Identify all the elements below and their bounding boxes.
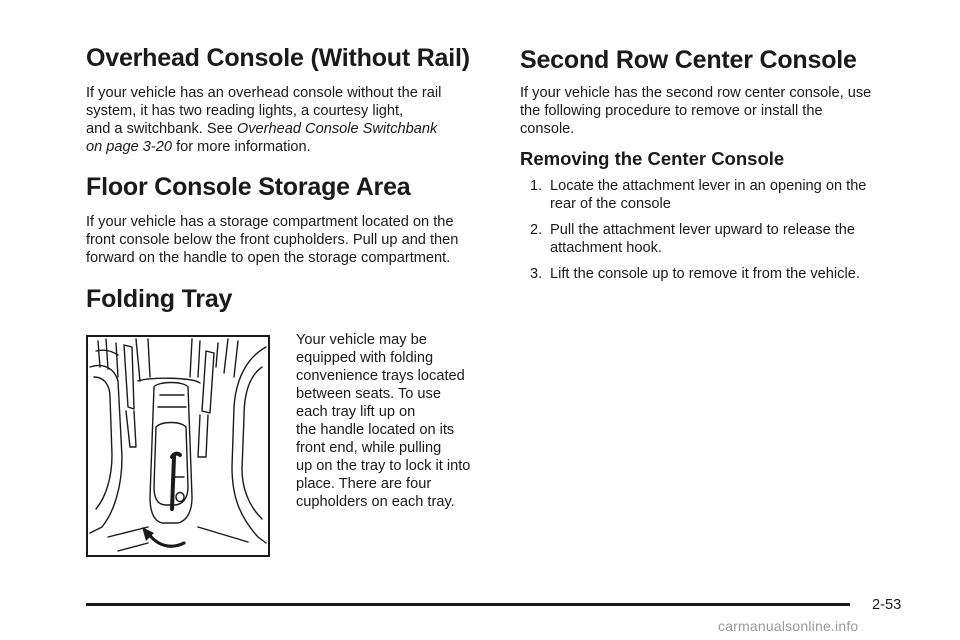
overhead-ref-page[interactable]: on page 3-20 [86,139,173,155]
list-item [520,177,920,213]
tray-line-4: between seats. To use [296,386,441,402]
heading-removing-center-console: Removing the Center Console [520,148,785,169]
heading-floor-console: Floor Console Storage Area [86,173,411,201]
second-row-line-3: console. [520,121,575,137]
tray-line-10: cupholders on each tray. [296,494,455,510]
step-number: 2. [530,222,543,238]
overhead-console-text [86,84,441,156]
step-text-line: Pull the attachment lever upward to release the [550,222,856,238]
step-text-line: rear of the console [550,196,671,212]
watermark: carmanualsonline.info [718,618,859,634]
second-row-line-2: the following procedure to remove or install the [520,103,823,119]
step-number: 1. [530,178,543,194]
step-text-line: Locate the attachment lever in an opening on the [550,178,867,194]
step-text-line: attachment hook. [550,240,662,256]
overhead-ref-suffix: for more information. [172,139,311,155]
step-number: 3. [530,266,543,282]
heading-folding-tray: Folding Tray [86,285,233,313]
floor-console-text [86,213,458,267]
overhead-ref-link[interactable]: Overhead Console Switchbank [236,121,438,137]
floor-line-3: forward on the handle to open the storage compartment. [86,250,451,266]
list-item [520,265,920,283]
folding-tray-text [296,331,501,511]
tray-line-8: up on the tray to lock it into [296,458,471,474]
overhead-line-1: If your vehicle has an overhead console without the rail [86,85,442,101]
floor-line-1: If your vehicle has a storage compartment located on the [86,214,454,230]
tray-line-3: convenience trays located [296,368,465,384]
heading-second-row-console: Second Row Center Console [520,46,857,74]
overhead-line-3: and a switchbank. See [86,121,237,137]
tray-line-6: the handle located on its [296,422,455,438]
second-row-line-1: If your vehicle has the second row center console, use [520,85,872,101]
overhead-line-2: system, it has two reading lights, a courtesy light, [86,103,404,119]
footer-rule [86,603,850,606]
tray-line-2: equipped with folding [296,350,434,366]
second-row-console-text [520,84,871,138]
tray-line-9: place. There are four [296,476,432,492]
tray-line-5: each tray lift up on [296,404,416,420]
removal-steps-list [520,177,920,291]
heading-overhead-console: Overhead Console (Without Rail) [86,44,470,72]
page-number: 2-53 [872,597,902,613]
floor-line-2: front console below the front cupholders. Pull up and then [86,232,459,248]
step-text-line: Lift the console up to remove it from the vehicle. [550,266,860,282]
tray-line-7: front end, while pulling [296,440,442,456]
list-item [520,221,920,257]
folding-tray-illustration [86,335,270,557]
tray-line-1: Your vehicle may be [296,332,427,348]
tray-line-drawing [88,337,268,555]
